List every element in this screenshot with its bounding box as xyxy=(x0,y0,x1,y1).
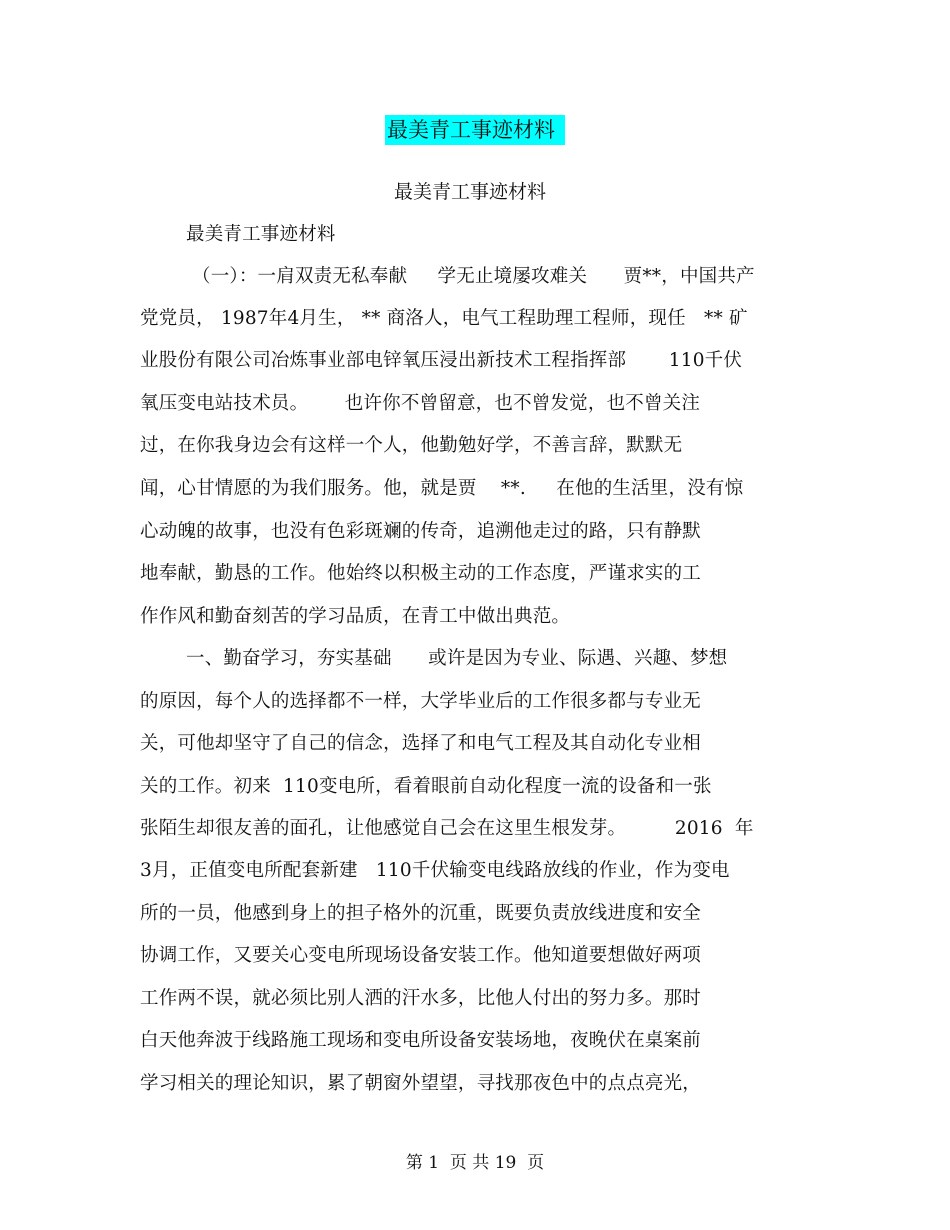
body-line-17: 所的一员，他感到身上的担子格外的沉重，既要负责放线进度和安全 xyxy=(140,903,702,924)
body-line-21: 学习相关的理论知识，累了朝窗外望望，寻找那夜色中的点点亮光， xyxy=(140,1073,702,1094)
body-line-14: 关的工作。初来 110变电所，看着眼前自动化程度一流的设备和一张 xyxy=(140,776,712,797)
body-line-2: （一）：一肩双责无私奉献 学无止境屡攻难关 贾**，中国共产 xyxy=(192,266,755,287)
document-title: 最美青工事迹材料 xyxy=(385,115,565,145)
body-line-15: 张陌生却很友善的面孔，让他感觉自己会在这里生根发芽。 2016 年 xyxy=(140,818,754,839)
body-line-13: 关，可他却坚守了自己的信念，选择了和电气工程及其自动化专业相 xyxy=(140,733,702,754)
body-line-10: 作作风和勤奋刻苦的学习品质，在青工中做出典范。 xyxy=(140,606,571,627)
body-line-3: 党党员， 1987年4月生， ** 商洛人，电气工程助理工程师，现任 ** 矿 xyxy=(140,308,748,329)
body-line-20: 白天他奔波于线路施工现场和变电所设备安装场地，夜晚伏在桌案前 xyxy=(140,1030,702,1051)
body-line-5: 氧压变电站技术员。 也许你不曾留意，也不曾发觉，也不曾关注 xyxy=(140,393,701,414)
body-line-4: 业股份有限公司冶炼事业部电锌氧压浸出新技术工程指挥部 110千伏 xyxy=(140,350,743,371)
page-footer: 第 1 页 共 19 页 xyxy=(405,1153,545,1173)
body-line-12: 的原因，每个人的选择都不一样，大学毕业后的工作很多都与专业无 xyxy=(140,691,702,712)
body-line-1: 最美青工事迹材料 xyxy=(186,224,336,245)
body-line-18: 协调工作，又要关心变电所现场设备安装工作。他知道要想做好两项 xyxy=(140,945,702,966)
body-line-6: 过，在你我身边会有这样一个人，他勤勉好学，不善言辞，默默无 xyxy=(140,435,683,456)
document-subtitle: 最美青工事迹材料 xyxy=(393,181,546,203)
body-line-9: 地奉献，勤恳的工作。他始终以积极主动的工作态度，严谨求实的工 xyxy=(140,563,702,584)
body-line-7: 闻，心甘情愿的为我们服务。他，就是贾 **. 在他的生活里，没有惊 xyxy=(140,478,744,499)
body-line-8: 心动魄的故事，也没有色彩斑斓的传奇，追溯他走过的路，只有静默 xyxy=(140,521,702,542)
body-line-16: 3月，正值变电所配套新建 110千伏输变电线路放线的作业，作为变电 xyxy=(140,860,730,881)
title-wrap xyxy=(0,115,950,145)
body-line-19: 工作两不误，就必须比别人洒的汗水多，比他人付出的努力多。那时 xyxy=(140,988,702,1009)
body-line-11: 一、勤奋学习，夯实基础 或许是因为专业、际遇、兴趣、梦想 xyxy=(186,648,728,669)
